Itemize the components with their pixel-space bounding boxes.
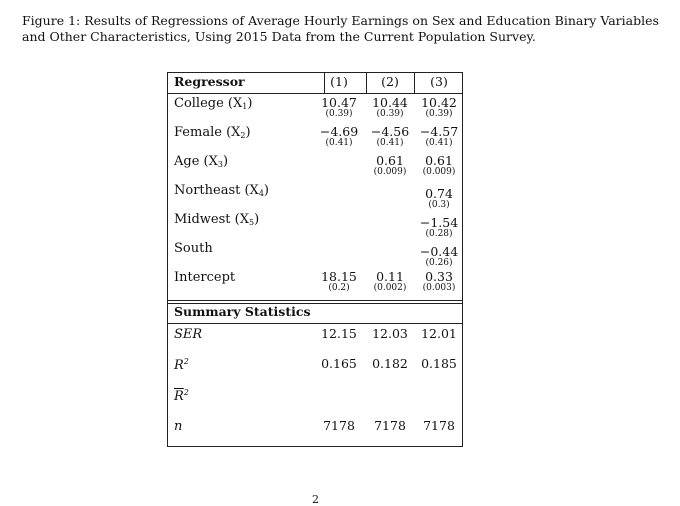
std-error: (0.002) [373, 283, 407, 293]
stat-value: 12.03 [372, 326, 408, 341]
row-label: $\overline{R}^2$ [174, 388, 189, 404]
caption-line-1: Figure 1: Results of Regressions of Average Hourly Earnings on Sex and Education Binary Variables [22, 13, 659, 28]
stat-value: 12.15 [321, 326, 357, 341]
row-label: Midwest $(X_5)$ [174, 212, 260, 227]
stat-value: 0.165 [321, 356, 357, 371]
header-col-3: (3) [430, 74, 448, 89]
caption-line-2: and Other Characteristics, Using 2015 Data from the Current Population Survey. [22, 29, 536, 44]
std-error: (0.003) [422, 283, 456, 293]
std-error: (0.009) [422, 167, 456, 177]
std-error: (0.41) [325, 138, 353, 148]
stat-value: 0.182 [372, 356, 408, 371]
coef-value: 10.44 [372, 95, 408, 110]
stat-value: 12.01 [421, 326, 457, 341]
header-divider [366, 73, 367, 93]
header-regressor: Regressor [174, 74, 245, 89]
row-label: SER [174, 327, 203, 342]
row-label: n [174, 419, 183, 434]
coef-value: −4.69 [319, 124, 359, 139]
coef-value: −0.44 [419, 244, 459, 259]
coef-value: 18.15 [321, 269, 357, 284]
std-error: (0.39) [325, 109, 353, 119]
coef-value: −4.56 [370, 124, 410, 139]
double-rule [168, 303, 462, 304]
coef-value: −1.54 [419, 215, 459, 230]
row-label: Female $(X_2)$ [174, 125, 251, 140]
row-label: $R^2$ [174, 357, 189, 373]
summary-title: Summary Statistics [174, 304, 311, 319]
table-header-row [168, 73, 462, 94]
std-error: (0.41) [425, 138, 453, 148]
stat-value: 7178 [423, 418, 455, 433]
coef-value: 10.42 [421, 95, 457, 110]
page-number: 2 [312, 493, 319, 506]
regression-table [167, 72, 463, 447]
coef-value: 10.47 [321, 95, 357, 110]
coef-value: 0.33 [425, 269, 453, 284]
std-error: (0.41) [376, 138, 404, 148]
stat-value: 0.185 [421, 356, 457, 371]
stat-value: 7178 [374, 418, 406, 433]
header-divider [414, 73, 415, 93]
std-error: (0.2) [328, 283, 350, 293]
coef-value: 0.11 [376, 269, 404, 284]
header-col-1: (1) [330, 74, 348, 89]
std-error: (0.28) [425, 229, 453, 239]
std-error: (0.39) [376, 109, 404, 119]
row-label: Northeast $(X_4)$ [174, 183, 269, 198]
std-error: (0.39) [425, 109, 453, 119]
std-error: (0.009) [373, 167, 407, 177]
coef-value: −4.57 [419, 124, 459, 139]
row-label: Age $(X_3)$ [174, 154, 229, 169]
std-error: (0.26) [425, 258, 453, 268]
std-error: (0.3) [428, 200, 450, 210]
coef-value: 0.74 [425, 186, 453, 201]
header-col-2: (2) [381, 74, 399, 89]
row-label: Intercept [174, 270, 236, 285]
stat-value: 7178 [323, 418, 355, 433]
row-label: College $(X_1)$ [174, 96, 253, 111]
coef-value: 0.61 [376, 153, 404, 168]
figure-caption [22, 13, 662, 45]
row-label: South [174, 241, 213, 256]
coef-value: 0.61 [425, 153, 453, 168]
